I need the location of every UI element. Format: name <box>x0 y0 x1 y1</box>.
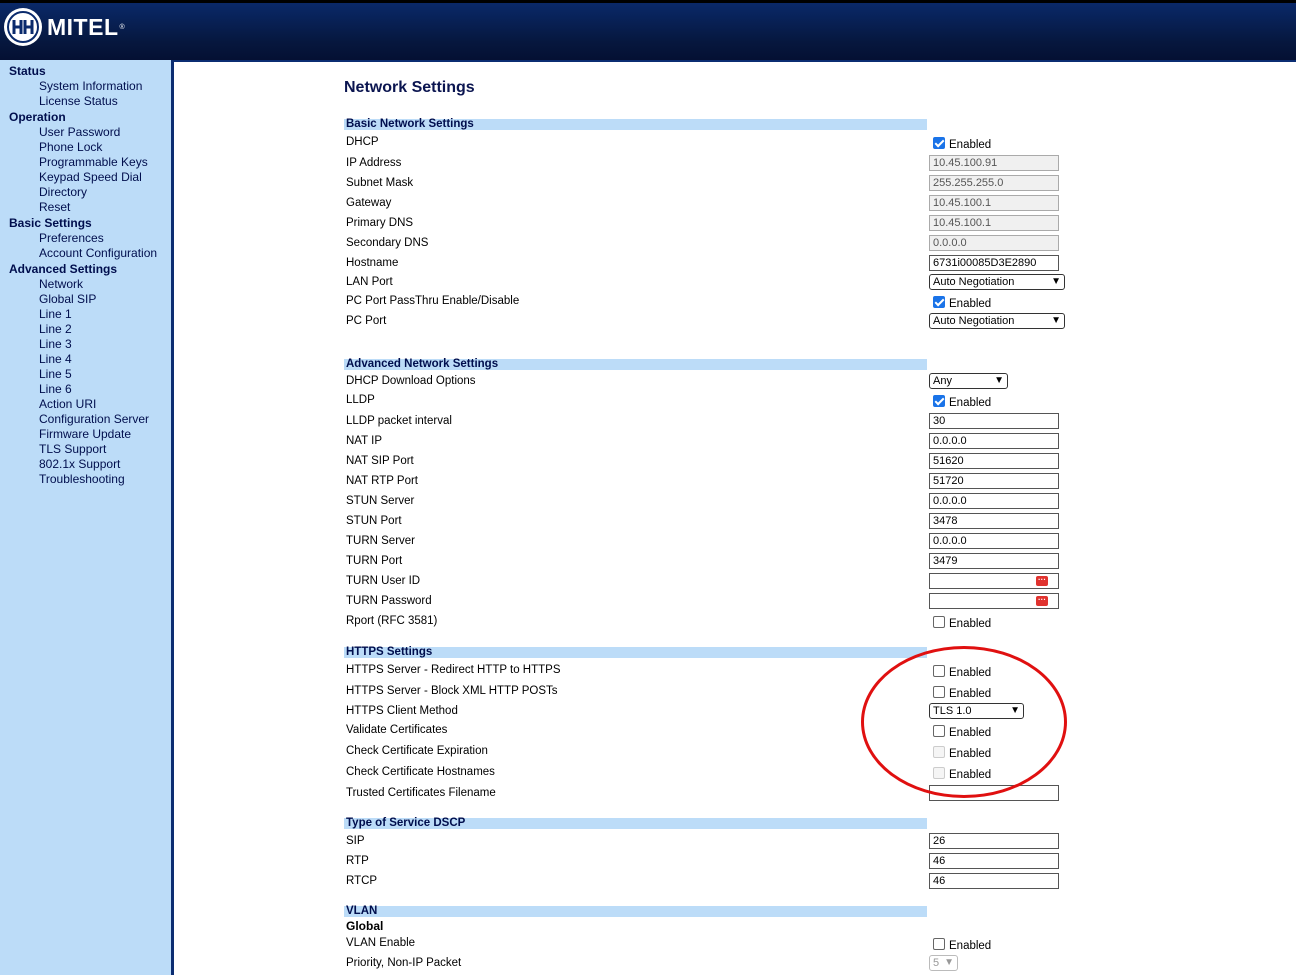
chevron-down-icon: ▼ <box>1051 276 1061 287</box>
pc-port-label: PC Port <box>346 315 387 327</box>
stun-port-field[interactable]: 3478 <box>929 513 1059 529</box>
chevron-down-icon: ▼ <box>1051 315 1061 326</box>
nat-rtp-port-label: NAT RTP Port <box>346 475 419 487</box>
sidebar-item-keypad-speed-dial[interactable]: Keypad Speed Dial <box>39 170 142 184</box>
mitel-logo-icon <box>4 8 42 46</box>
dhcp-label: DHCP <box>346 136 379 148</box>
https-client-method-label: HTTPS Client Method <box>346 705 458 717</box>
https-block-xml-label: HTTPS Server - Block XML HTTP POSTs <box>346 685 558 697</box>
https-block-xml-checkbox[interactable] <box>933 688 991 700</box>
chevron-down-icon: ▼ <box>994 375 1004 386</box>
secondary-dns-label: Secondary DNS <box>346 237 429 249</box>
section-title: Type of Service DSCP <box>346 817 466 829</box>
tos-rtcp-field[interactable]: 46 <box>929 873 1059 889</box>
hostname-field[interactable]: 6731i00085D3E2890 <box>929 255 1059 271</box>
subnet-mask-field[interactable]: 255.255.255.0 <box>929 175 1059 191</box>
checkbox-unchecked-icon <box>933 686 945 698</box>
sidebar-item-preferences[interactable]: Preferences <box>39 231 104 245</box>
check-cert-hostnames-checkbox[interactable] <box>933 769 991 781</box>
dhcp-download-select[interactable] <box>929 373 1008 389</box>
lan-port-value: Auto Negotiation <box>933 276 1015 288</box>
sidebar-section-basic-settings: Basic Settings <box>9 216 92 230</box>
checkbox-disabled-icon <box>933 746 945 758</box>
turn-port-field[interactable]: 3479 <box>929 553 1059 569</box>
sidebar-item-programmable-keys[interactable]: Programmable Keys <box>39 155 148 169</box>
secondary-dns-field[interactable]: 0.0.0.0 <box>929 235 1059 251</box>
lldp-interval-label: LLDP packet interval <box>346 415 452 427</box>
sidebar-section-advanced-settings: Advanced Settings <box>9 262 118 276</box>
checkbox-disabled-icon <box>933 767 945 779</box>
section-header-tos-dscp <box>344 818 927 829</box>
sidebar-item-phone-lock[interactable]: Phone Lock <box>39 140 103 154</box>
sidebar-item-8021x-support[interactable]: 802.1x Support <box>39 457 121 471</box>
nat-ip-label: NAT IP <box>346 435 382 447</box>
enabled-label: Enabled <box>949 769 992 781</box>
turn-user-id-label: TURN User ID <box>346 575 421 587</box>
content-top-border <box>174 60 1296 62</box>
sidebar-section-status: Status <box>9 64 46 78</box>
enabled-label: Enabled <box>949 727 992 739</box>
primary-dns-field[interactable]: 10.45.100.1 <box>929 215 1059 231</box>
stun-server-field[interactable]: 0.0.0.0 <box>929 493 1059 509</box>
enabled-label: Enabled <box>949 618 992 630</box>
section-title: Basic Network Settings <box>346 118 474 130</box>
trusted-cert-filename-field[interactable] <box>929 785 1059 801</box>
dhcp-download-label: DHCP Download Options <box>346 375 476 387</box>
check-cert-expiration-checkbox[interactable] <box>933 748 991 760</box>
https-client-method-value: TLS 1.0 <box>933 705 972 717</box>
lldp-interval-field[interactable]: 30 <box>929 413 1059 429</box>
https-client-method-select[interactable] <box>929 703 1024 719</box>
chevron-down-icon: ▼ <box>1010 705 1020 716</box>
sidebar-item-line-6[interactable]: Line 6 <box>39 382 72 396</box>
tos-sip-field[interactable]: 26 <box>929 833 1059 849</box>
chevron-down-icon: ▼ <box>944 957 954 968</box>
sidebar-item-reset[interactable]: Reset <box>39 200 71 214</box>
header-banner <box>0 0 1296 60</box>
section-title: VLAN <box>346 905 378 917</box>
lldp-checkbox[interactable] <box>933 397 991 409</box>
lldp-label: LLDP <box>346 394 375 406</box>
turn-server-label: TURN Server <box>346 535 416 547</box>
sidebar-item-line-5[interactable]: Line 5 <box>39 367 72 381</box>
sidebar-item-license-status[interactable]: License Status <box>39 94 118 108</box>
sidebar-item-account-configuration[interactable]: Account Configuration <box>39 246 158 260</box>
nat-ip-field[interactable]: 0.0.0.0 <box>929 433 1059 449</box>
section-header-advanced-network <box>344 359 927 370</box>
check-cert-hostnames-label: Check Certificate Hostnames <box>346 766 495 778</box>
sidebar-item-network[interactable]: Network <box>39 277 84 291</box>
lan-port-select[interactable] <box>929 274 1065 290</box>
sidebar-item-firmware-update[interactable]: Firmware Update <box>39 427 132 441</box>
checkbox-unchecked-icon <box>933 938 945 950</box>
priority-non-ip-value: 5 <box>933 957 940 969</box>
sidebar-item-troubleshooting[interactable]: Troubleshooting <box>39 472 125 486</box>
stun-port-label: STUN Port <box>346 515 402 527</box>
lan-port-label: LAN Port <box>346 276 393 288</box>
sidebar-item-configuration-server[interactable]: Configuration Server <box>39 412 150 426</box>
rport-checkbox[interactable] <box>933 618 991 630</box>
dhcp-download-value: Any <box>933 375 952 387</box>
enabled-label: Enabled <box>949 397 992 409</box>
sidebar-item-tls-support[interactable]: TLS Support <box>39 442 107 456</box>
gateway-field[interactable]: 10.45.100.1 <box>929 195 1059 211</box>
section-header-https <box>344 647 927 658</box>
sidebar-item-user-password[interactable]: User Password <box>39 125 121 139</box>
vlan-enable-label: VLAN Enable <box>346 937 416 949</box>
enabled-label: Enabled <box>949 139 992 151</box>
nat-sip-port-label: NAT SIP Port <box>346 455 414 467</box>
priority-non-ip-select[interactable] <box>929 955 958 971</box>
pc-passthru-label: PC Port PassThru Enable/Disable <box>346 295 520 307</box>
hostname-label: Hostname <box>346 257 399 269</box>
sidebar-section-operation: Operation <box>9 110 66 124</box>
nat-sip-port-field[interactable]: 51620 <box>929 453 1059 469</box>
pc-port-select[interactable] <box>929 313 1065 329</box>
sidebar-item-line-1[interactable]: Line 1 <box>39 307 72 321</box>
turn-server-field[interactable]: 0.0.0.0 <box>929 533 1059 549</box>
mitel-logo <box>4 7 125 47</box>
turn-port-label: TURN Port <box>346 555 403 567</box>
primary-dns-label: Primary DNS <box>346 217 414 229</box>
pc-port-value: Auto Negotiation <box>933 315 1015 327</box>
checkbox-unchecked-icon <box>933 665 945 677</box>
priority-non-ip-label: Priority, Non-IP Packet <box>346 957 462 969</box>
dhcp-checkbox[interactable] <box>933 139 991 151</box>
vlan-enable-checkbox[interactable] <box>933 940 991 952</box>
enabled-label: Enabled <box>949 667 992 679</box>
pc-passthru-checkbox[interactable] <box>933 298 991 310</box>
sidebar-item-line-4[interactable]: Line 4 <box>39 352 72 366</box>
section-title: HTTPS Settings <box>346 646 433 658</box>
logo-text: MITEL <box>47 13 119 40</box>
enabled-label: Enabled <box>949 688 992 700</box>
tos-sip-label: SIP <box>346 835 365 847</box>
sidebar-item-line-3[interactable]: Line 3 <box>39 337 72 351</box>
checkbox-checked-icon <box>933 296 945 308</box>
sidebar-item-line-2[interactable]: Line 2 <box>39 322 72 336</box>
validate-certificates-checkbox[interactable] <box>933 727 991 739</box>
password-manager-icon[interactable]: ··· <box>1038 575 1046 584</box>
ip-address-field[interactable]: 10.45.100.91 <box>929 155 1059 171</box>
logo-registered-mark: ® <box>119 23 125 31</box>
section-header-basic-network <box>344 119 927 130</box>
checkbox-checked-icon <box>933 395 945 407</box>
trusted-cert-filename-label: Trusted Certificates Filename <box>346 787 496 799</box>
sidebar-item-global-sip[interactable]: Global SIP <box>39 292 97 306</box>
stun-server-label: STUN Server <box>346 495 415 507</box>
turn-user-id-field[interactable] <box>929 573 1059 589</box>
ip-address-label: IP Address <box>346 157 402 169</box>
nat-rtp-port-field[interactable]: 51720 <box>929 473 1059 489</box>
https-redirect-checkbox[interactable] <box>933 667 991 679</box>
vlan-global-subheading: Global <box>346 919 384 933</box>
checkbox-checked-icon <box>933 137 945 149</box>
turn-password-field[interactable] <box>929 593 1059 609</box>
turn-password-label: TURN Password <box>346 595 432 607</box>
check-cert-expiration-label: Check Certificate Expiration <box>346 745 488 757</box>
tos-rtcp-label: RTCP <box>346 875 378 887</box>
password-manager-icon[interactable]: ··· <box>1038 595 1046 604</box>
checkbox-unchecked-icon <box>933 725 945 737</box>
rport-label: Rport (RFC 3581) <box>346 615 438 627</box>
checkbox-unchecked-icon <box>933 616 945 628</box>
enabled-label: Enabled <box>949 748 992 760</box>
enabled-label: Enabled <box>949 940 992 952</box>
https-redirect-label: HTTPS Server - Redirect HTTP to HTTPS <box>346 664 561 676</box>
sidebar-item-directory[interactable]: Directory <box>39 185 88 199</box>
sidebar-nav <box>0 60 174 975</box>
validate-certificates-label: Validate Certificates <box>346 724 448 736</box>
enabled-label: Enabled <box>949 298 992 310</box>
section-header-vlan <box>344 906 927 917</box>
subnet-mask-label: Subnet Mask <box>346 177 414 189</box>
sidebar-item-system-information[interactable]: System Information <box>39 79 143 93</box>
tos-rtp-label: RTP <box>346 855 369 867</box>
gateway-label: Gateway <box>346 197 392 209</box>
page-title: Network Settings <box>344 79 475 96</box>
sidebar-item-action-uri[interactable]: Action URI <box>39 397 97 411</box>
tos-rtp-field[interactable]: 46 <box>929 853 1059 869</box>
section-title: Advanced Network Settings <box>346 358 499 370</box>
